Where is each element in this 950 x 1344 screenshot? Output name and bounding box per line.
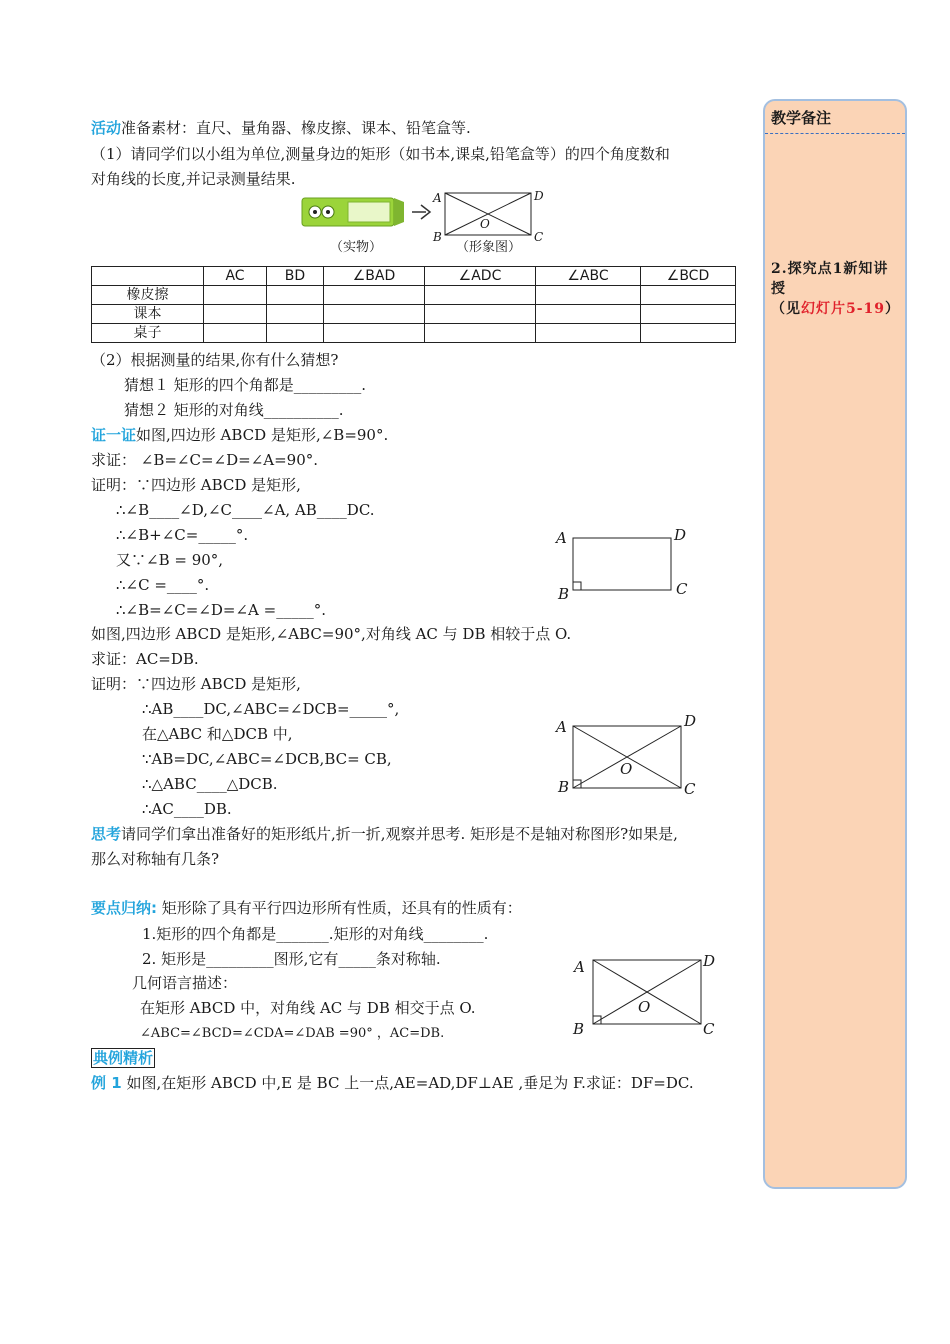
label-c: C bbox=[703, 1020, 715, 1038]
summary-label: 要点归纳: bbox=[91, 899, 157, 917]
sidebar-note-suffix: ） bbox=[885, 301, 901, 317]
sidebar-divider bbox=[765, 133, 905, 134]
think-label: 思考 bbox=[91, 825, 122, 843]
label-o: O bbox=[480, 217, 490, 231]
table-cell bbox=[324, 324, 425, 343]
proof2-statement: 如图,四边形 ABCD 是矩形,∠ABC=90°,对角线 AC 与 DB 相较于点 O. bbox=[91, 625, 572, 643]
summary-point2: 2. 矩形是_________图形,它有_____条对称轴. bbox=[142, 950, 441, 968]
table-cell bbox=[536, 324, 641, 343]
proof1-label: 证一证 bbox=[91, 426, 137, 444]
proof1-step3: 又∵∠B = 90°, bbox=[116, 551, 224, 569]
label-o: O bbox=[638, 998, 651, 1016]
proof1-intro: 证明：∵四边形 ABCD 是矩形, bbox=[91, 476, 301, 494]
label-a: A bbox=[574, 958, 585, 976]
table-header-cell: BD bbox=[267, 267, 324, 286]
proof1-step4: ∴∠C =____°. bbox=[116, 576, 210, 594]
table-header-cell: ∠BCD bbox=[641, 267, 736, 286]
table-cell bbox=[204, 286, 267, 305]
activity-task1-line2: 对角线的长度,并记录测量结果. bbox=[91, 170, 296, 188]
sidebar-note-line1: 2.探究点1新知讲授 bbox=[771, 261, 889, 297]
table-cell bbox=[425, 286, 536, 305]
label-a: A bbox=[556, 718, 567, 736]
label-b: B bbox=[558, 585, 570, 603]
label-a: A bbox=[433, 191, 442, 205]
measurement-table bbox=[91, 266, 736, 343]
proof2-prove: 求证：AC=DB. bbox=[91, 650, 199, 668]
think-line2: 那么对称轴有几条? bbox=[91, 850, 220, 868]
table-cell bbox=[425, 324, 536, 343]
table-row-label: 桌子 bbox=[92, 324, 204, 343]
eraser-caption: （实物） bbox=[330, 240, 383, 255]
table-cell bbox=[267, 305, 324, 324]
sidebar-note bbox=[771, 259, 903, 319]
table-cell bbox=[641, 324, 736, 343]
label-o: O bbox=[620, 760, 633, 778]
table-cell bbox=[425, 305, 536, 324]
table-cell bbox=[204, 305, 267, 324]
label-b: B bbox=[573, 1020, 585, 1038]
proof1-prove: 求证： ∠B=∠C=∠D=∠A=90°. bbox=[91, 451, 319, 469]
table-cell bbox=[324, 286, 425, 305]
label-c: C bbox=[684, 780, 696, 798]
activity-materials-line bbox=[91, 118, 471, 138]
table-cell bbox=[324, 305, 425, 324]
label-c: C bbox=[676, 580, 688, 598]
shape-caption: （形象图） bbox=[456, 240, 522, 255]
proof1-statement: 如图,四边形 ABCD 是矩形,∠B=90°. bbox=[136, 426, 389, 444]
table-header-row bbox=[92, 267, 736, 286]
summary-geo1: 在矩形 ABCD 中，对角线 AC 与 DB 相交于点 O. bbox=[140, 999, 476, 1017]
table-cell bbox=[536, 305, 641, 324]
summary-geo-label: 几何语言描述： bbox=[132, 974, 238, 992]
example-section-heading bbox=[91, 1048, 155, 1068]
proof2-step3: ∵AB=DC,∠ABC=∠DCB,BC= CB, bbox=[142, 750, 392, 768]
example-label: 例 1 bbox=[91, 1074, 122, 1092]
think-text1: 请同学们拿出准备好的矩形纸片,折一折,观察并思考. 矩形是不是轴对称图形?如果是, bbox=[121, 825, 678, 843]
label-b: B bbox=[558, 778, 570, 796]
table-row bbox=[92, 305, 736, 324]
table-row-label: 课本 bbox=[92, 305, 204, 324]
activity-materials: 准备素材：直尺、量角器、橡皮擦、课本、铅笔盒等. bbox=[121, 119, 471, 137]
table-row-label: 橡皮擦 bbox=[92, 286, 204, 305]
proof1-step1: ∴∠B____∠D,∠C____∠A, AB____DC. bbox=[116, 501, 375, 519]
proof1-figure bbox=[550, 522, 700, 604]
activity-task1-line1: （1）请同学们以小组为单位,测量身边的矩形（如书本,课桌,铅笔盒等）的四个角度数和 bbox=[91, 145, 670, 163]
proof2-intro: 证明：∵四边形 ABCD 是矩形, bbox=[91, 675, 301, 693]
summary-point1: 1.矩形的四个角都是_______.矩形的对角线________. bbox=[142, 925, 489, 943]
table-row bbox=[92, 324, 736, 343]
label-b: B bbox=[433, 230, 442, 244]
guess-2: 猜想２ 矩形的对角线__________. bbox=[124, 401, 344, 419]
example-1-line bbox=[91, 1073, 694, 1093]
activity-label: 活动 bbox=[91, 119, 122, 137]
summary-intro: 矩形除了具有平行四边形所有性质，还具有的性质有： bbox=[161, 899, 522, 917]
table-row bbox=[92, 286, 736, 305]
label-d: D bbox=[674, 526, 687, 544]
table-cell bbox=[536, 286, 641, 305]
label-a: A bbox=[556, 529, 567, 547]
sidebar-note-prefix: （见 bbox=[771, 301, 801, 317]
proof2-step1: ∴AB____DC,∠ABC=∠DCB=_____°, bbox=[142, 700, 400, 718]
example-text: 如图,在矩形 ABCD 中,E 是 BC 上一点,AE=AD,DF⊥AE ,垂足为 F.求证：DF=DC. bbox=[126, 1074, 694, 1092]
think-line1 bbox=[91, 824, 678, 844]
table-cell bbox=[204, 324, 267, 343]
eraser-image bbox=[302, 198, 404, 226]
teaching-notes-sidebar bbox=[763, 99, 907, 1189]
example-section-title: 典例精析 bbox=[93, 1049, 154, 1067]
table-header-cell: ∠BAD bbox=[324, 267, 425, 286]
proof2-step2: 在△ABC 和△DCB 中, bbox=[142, 725, 293, 743]
proof1-rectangle bbox=[573, 538, 671, 590]
proof2-step5: ∴AC____DB. bbox=[142, 800, 232, 818]
right-angle-mark bbox=[573, 582, 581, 590]
proof1-step5: ∴∠B=∠C=∠D=∠A =_____°. bbox=[116, 601, 326, 619]
arrow-icon bbox=[412, 205, 430, 219]
activity-task2: （2）根据测量的结果,你有什么猜想? bbox=[91, 351, 339, 369]
label-d: D bbox=[684, 712, 697, 730]
sidebar-title: 教学备注 bbox=[771, 109, 832, 127]
table-cell bbox=[641, 286, 736, 305]
table-header-cell: ∠ABC bbox=[536, 267, 641, 286]
table-cell bbox=[267, 324, 324, 343]
table-cell bbox=[641, 305, 736, 324]
summary-geo2: ∠ABC=∠BCD=∠CDA=∠DAB =90° ，AC=DB. bbox=[140, 1026, 445, 1041]
guess-1: 猜想１ 矩形的四个角都是_________. bbox=[124, 376, 367, 394]
table-header-cell bbox=[92, 267, 204, 286]
proof2-figure bbox=[550, 708, 710, 800]
table-cell bbox=[267, 286, 324, 305]
summary-figure bbox=[566, 946, 726, 1042]
proof2-step4: ∴△ABC____△DCB. bbox=[142, 775, 278, 793]
table-header-cell: ∠ADC bbox=[425, 267, 536, 286]
proof1-step2: ∴∠B+∠C=_____°. bbox=[116, 526, 249, 544]
label-d: D bbox=[703, 952, 716, 970]
summary-intro-line bbox=[91, 898, 522, 918]
proof1-statement-line bbox=[91, 425, 388, 445]
sidebar-note-slides: 幻灯片5-19 bbox=[801, 301, 886, 317]
table-header-cell: AC bbox=[204, 267, 267, 286]
label-d: D bbox=[534, 189, 544, 203]
label-c: C bbox=[534, 230, 544, 244]
